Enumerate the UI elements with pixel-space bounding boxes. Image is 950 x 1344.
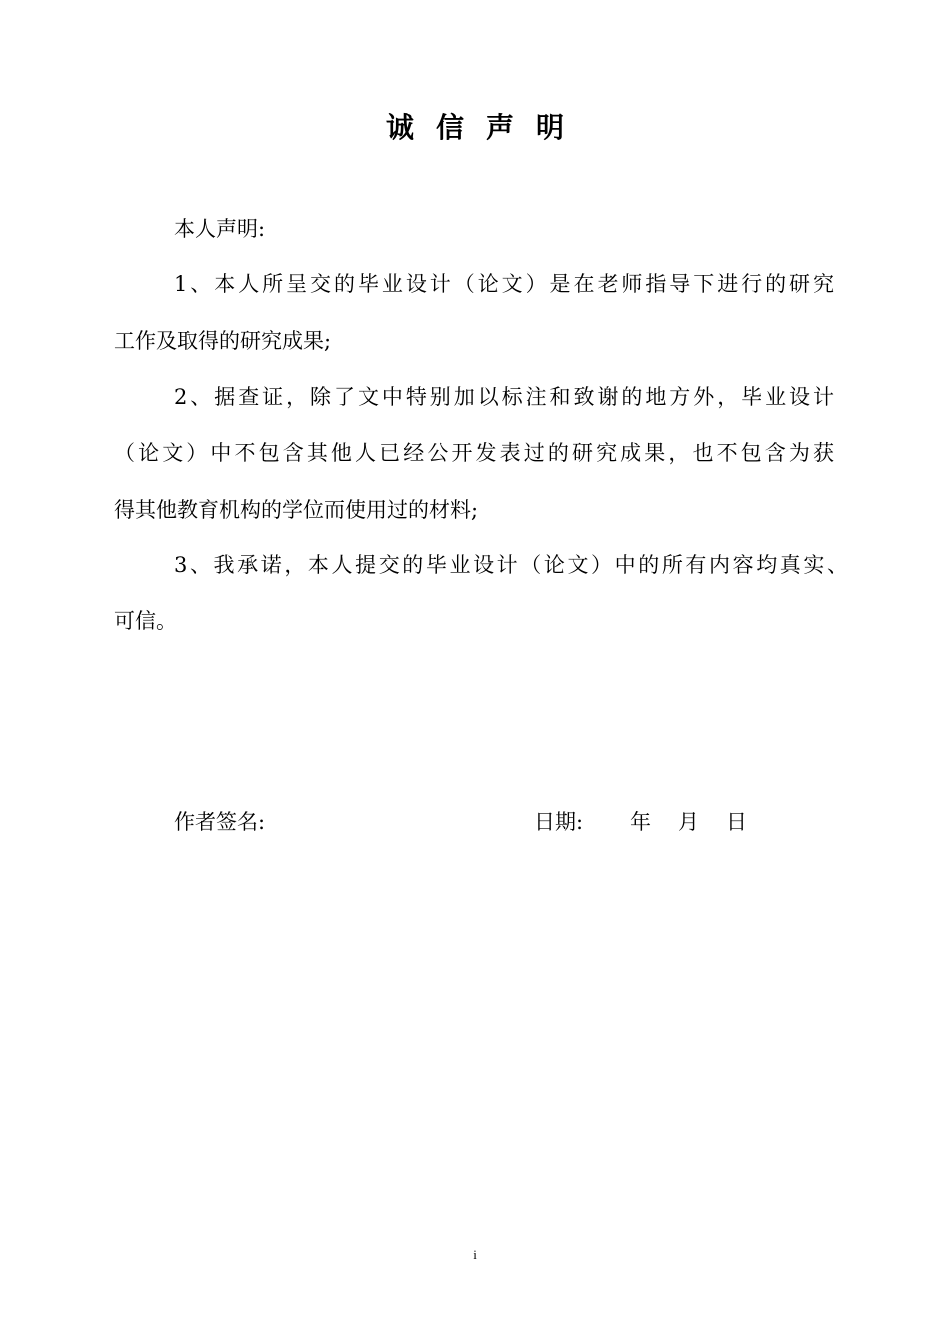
date-month-label: 月 bbox=[678, 810, 699, 834]
clause-2-line-1: 2、据查证，除了文中特别加以标注和致谢的地方外，毕业设计 bbox=[174, 385, 834, 409]
page-number: i bbox=[473, 1247, 477, 1262]
date-label: 日期: bbox=[534, 810, 584, 834]
date-year-label: 年 bbox=[630, 810, 651, 834]
clause-3-line-1: 3、我承诺，本人提交的毕业设计（论文）中的所有内容均真实、 bbox=[174, 553, 848, 577]
clause-1-line-1: 1、本人所呈交的毕业设计（论文）是在老师指导下进行的研究 bbox=[174, 272, 834, 296]
clause-2-line-3: 得其他教育机构的学位而使用过的材料; bbox=[114, 498, 479, 522]
page-title: 诚信声明 bbox=[385, 111, 586, 144]
clause-1-line-2: 工作及取得的研究成果; bbox=[114, 329, 332, 353]
clause-2-line-2: （论文）中不包含其他人已经公开发表过的研究成果，也不包含为获 bbox=[114, 441, 834, 465]
author-signature-label: 作者签名: bbox=[174, 810, 266, 834]
clause-3-line-2: 可信。 bbox=[114, 609, 177, 633]
intro-text: 本人声明: bbox=[174, 217, 266, 241]
date-day-label: 日 bbox=[726, 810, 747, 834]
